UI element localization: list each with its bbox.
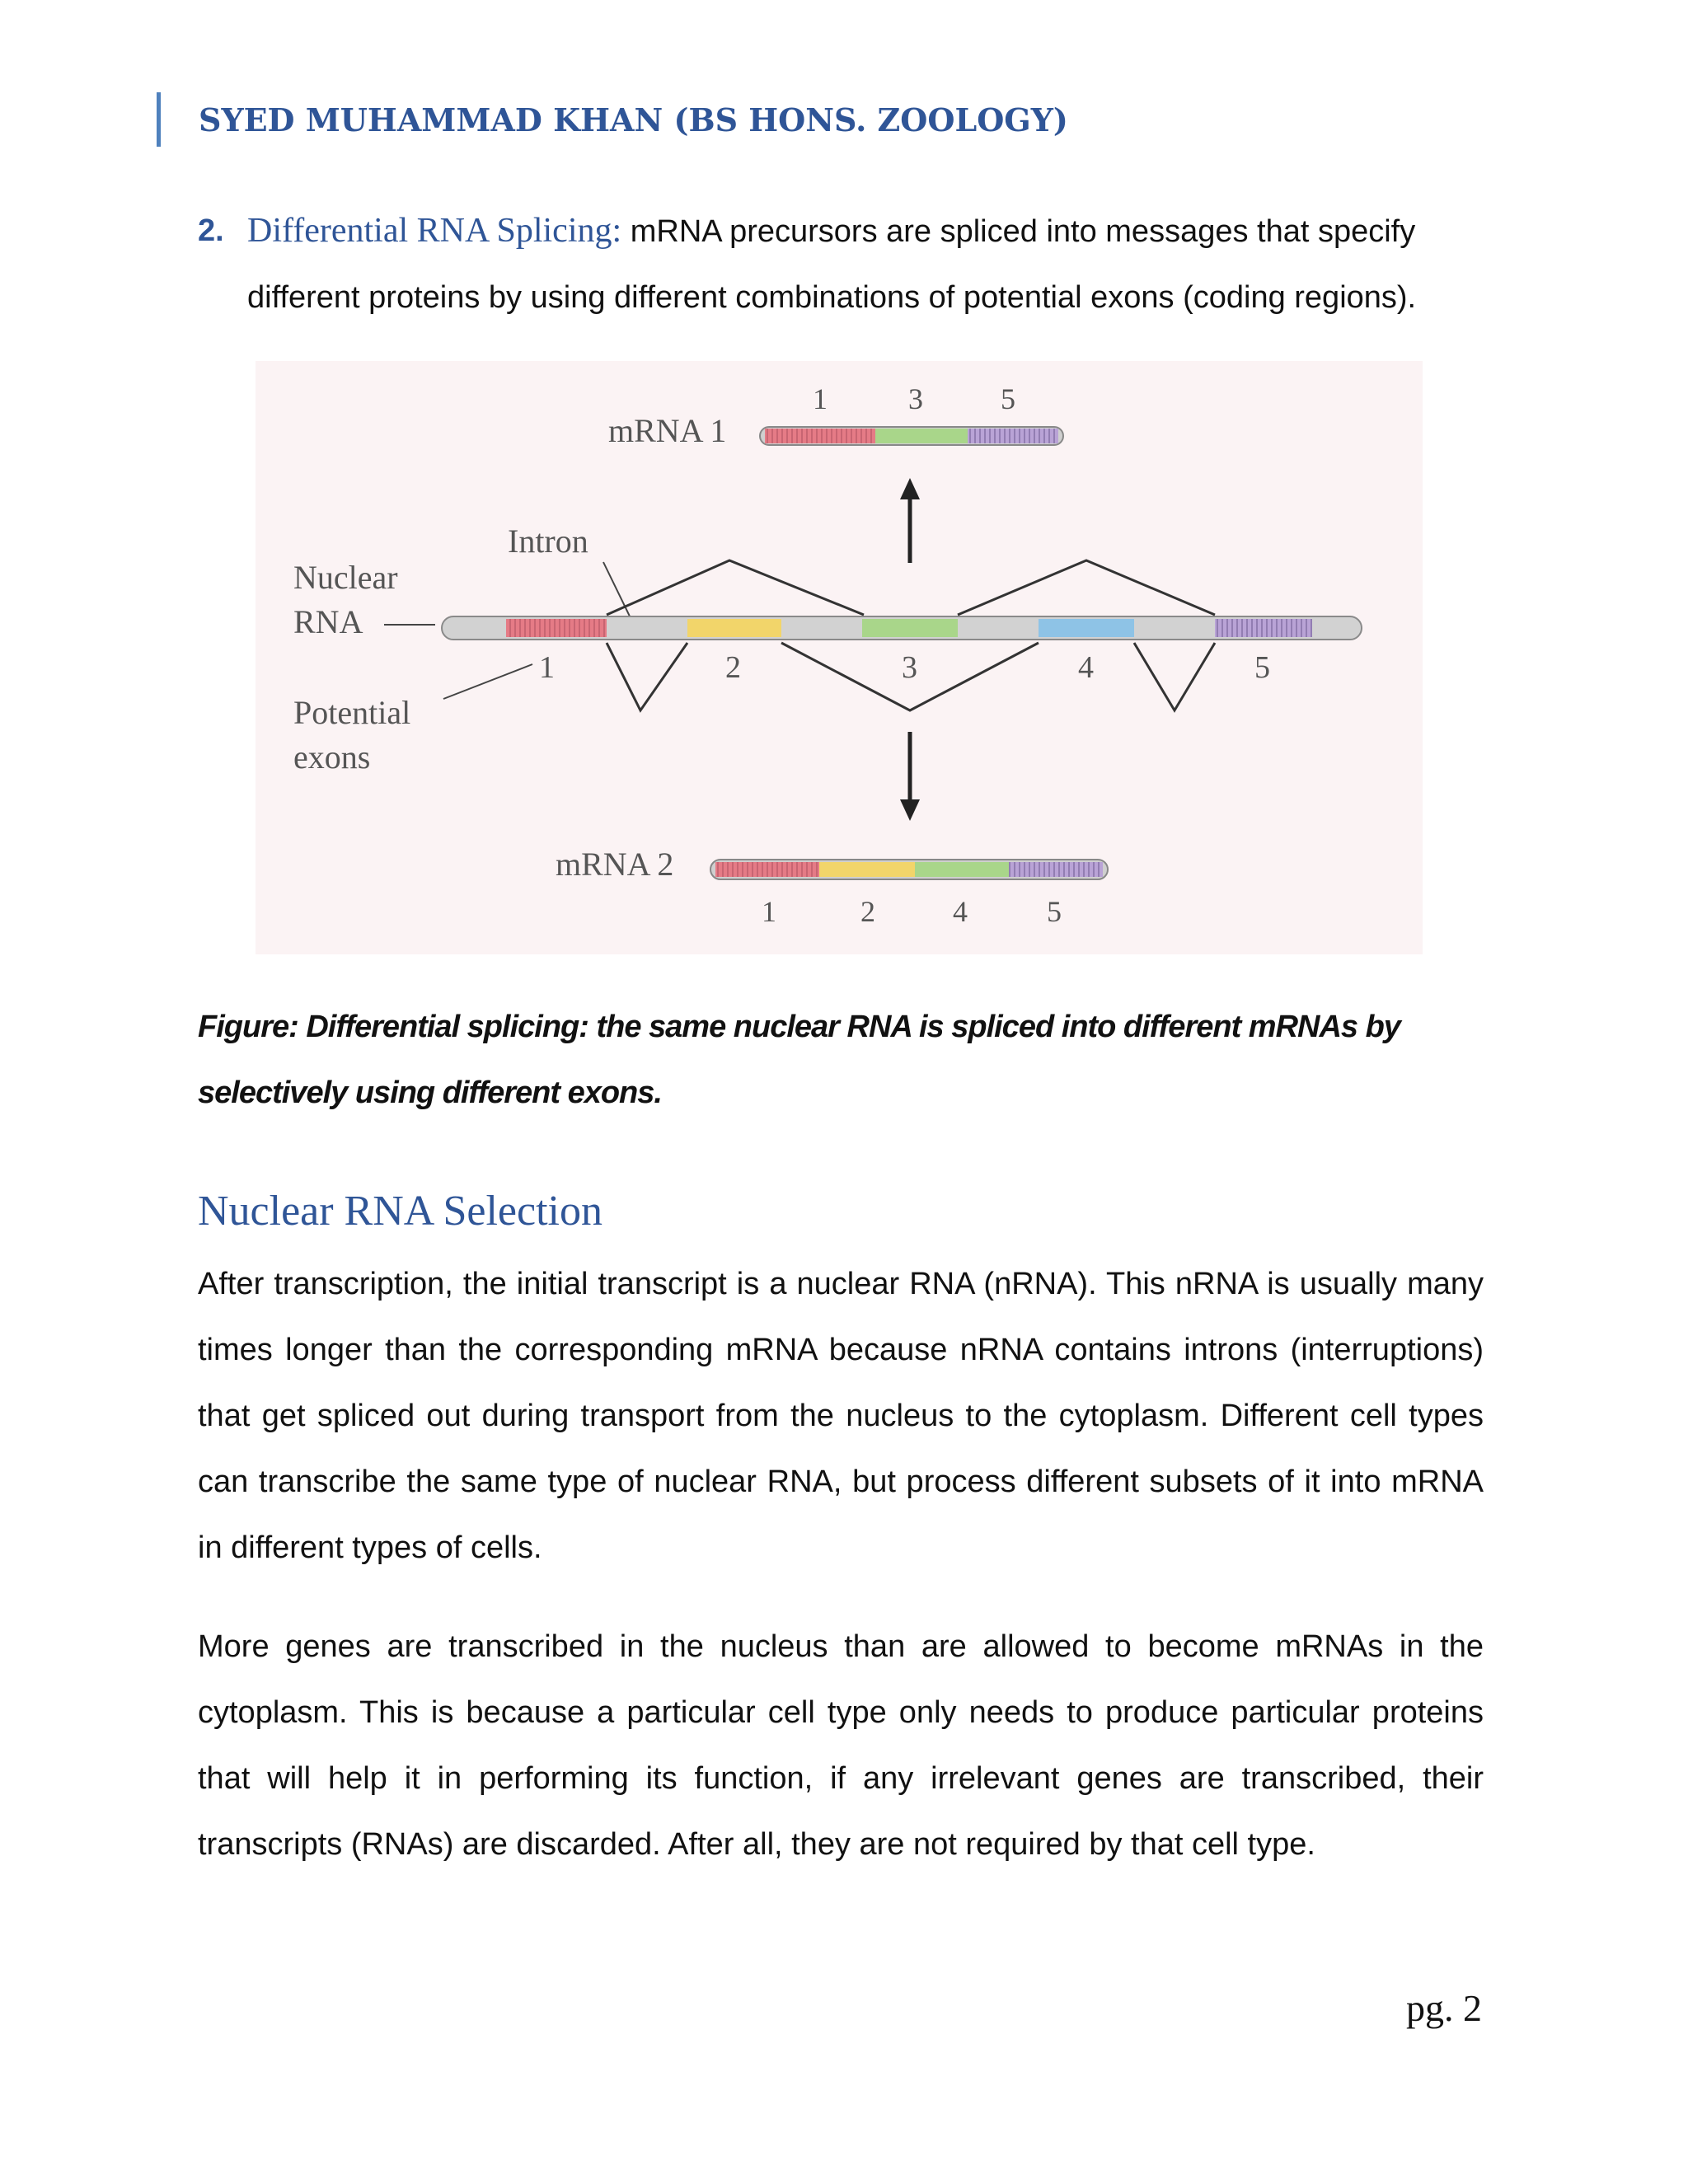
down-arrow-icon <box>900 732 920 821</box>
mrna2-strand <box>710 860 1108 879</box>
potential-pointer <box>443 664 532 699</box>
mrna1-strand <box>760 427 1063 445</box>
potential-label-line1: Potential <box>293 694 411 731</box>
mrna2-exon-4 <box>915 862 1009 877</box>
mrna2-label: mRNA 2 <box>556 846 674 883</box>
nuclear-exon-num-3: 3 <box>902 650 917 685</box>
mrna1-exon-num-5: 5 <box>1001 382 1015 415</box>
figure-caption: Figure: Differential splicing: the same nuclear RNA is spliced into different mRNAs by selectively using different exons. <box>198 1010 1400 1110</box>
nuclear-exon-3 <box>862 619 958 637</box>
nuclear-exon-num-1: 1 <box>539 650 555 685</box>
intron-label: Intron <box>508 523 588 560</box>
section-heading: Nuclear RNA Selection <box>198 1188 603 1235</box>
nuclear-label-line2: RNA <box>293 603 363 640</box>
mrna2-exon-num-1: 1 <box>762 895 776 928</box>
page-number: pg. 2 <box>1406 1987 1482 2029</box>
nuclear-exon-num-5: 5 <box>1254 650 1270 685</box>
nuclear-exon-num-4: 4 <box>1078 650 1094 685</box>
splice-upper-right <box>958 560 1215 615</box>
mrna1-exon-3 <box>875 429 968 443</box>
mrna2-exon-num-4: 4 <box>953 895 968 928</box>
nuclear-rna-strand <box>442 616 1362 640</box>
header-title: SYED MUHAMMAD KHAN (BS HONS. ZOOLOGY) <box>199 101 1068 138</box>
paragraph-1: After transcription, the initial transcript is a nuclear RNA (nRNA). This nRNA is usually many times longer than the corresponding mRNA because nRNA contains introns (interruptions) that get spliced out during transport from the nucleus to the cytoplasm. Different cell types can transcribe the same type of nuclear RNA, but process different subsets of it into mRNA in different types of cells. <box>198 1267 1484 1565</box>
list-body <box>247 198 1484 330</box>
splicing-figure <box>256 361 1423 954</box>
splicing-diagram <box>256 361 1423 954</box>
mrna2-exon-num-2: 2 <box>860 895 875 928</box>
list-term: Differential RNA Splicing: <box>247 212 622 250</box>
mrna1-label: mRNA 1 <box>608 412 727 449</box>
up-arrow-icon <box>900 478 920 563</box>
mrna2-exon-2 <box>819 862 915 877</box>
splice-lower-1 <box>607 643 687 710</box>
splice-upper-left <box>607 560 864 615</box>
paragraph-2: More genes are transcribed in the nucleus than are allowed to become mRNAs in the cytoplasm. This is because a particular cell type only needs to produce particular proteins that will help it in performing its function, if any irrelevant genes are transcribed, their transcripts (RNAs) are discarded. After all, they are not required by that cell type. <box>198 1629 1484 1862</box>
list-text: mRNA precursors are spliced into messages that specify different proteins by using different combinations of potential exons (coding regions). <box>247 214 1417 315</box>
list-item-differential-splicing <box>198 198 1484 330</box>
nuclear-exon-num-2: 2 <box>725 650 741 685</box>
mrna1-exon-num-3: 3 <box>908 382 923 415</box>
nuclear-label-line1: Nuclear <box>293 559 398 596</box>
nuclear-exon-2 <box>687 619 781 637</box>
mrna1-exon-num-1: 1 <box>813 382 828 415</box>
mrna2-exon-num-5: 5 <box>1047 895 1062 928</box>
splice-lower-3 <box>1134 643 1215 710</box>
page-header <box>157 92 1068 147</box>
nuclear-exon-4 <box>1039 619 1134 637</box>
list-number: 2. <box>198 213 224 248</box>
potential-label-line2: exons <box>293 738 371 776</box>
